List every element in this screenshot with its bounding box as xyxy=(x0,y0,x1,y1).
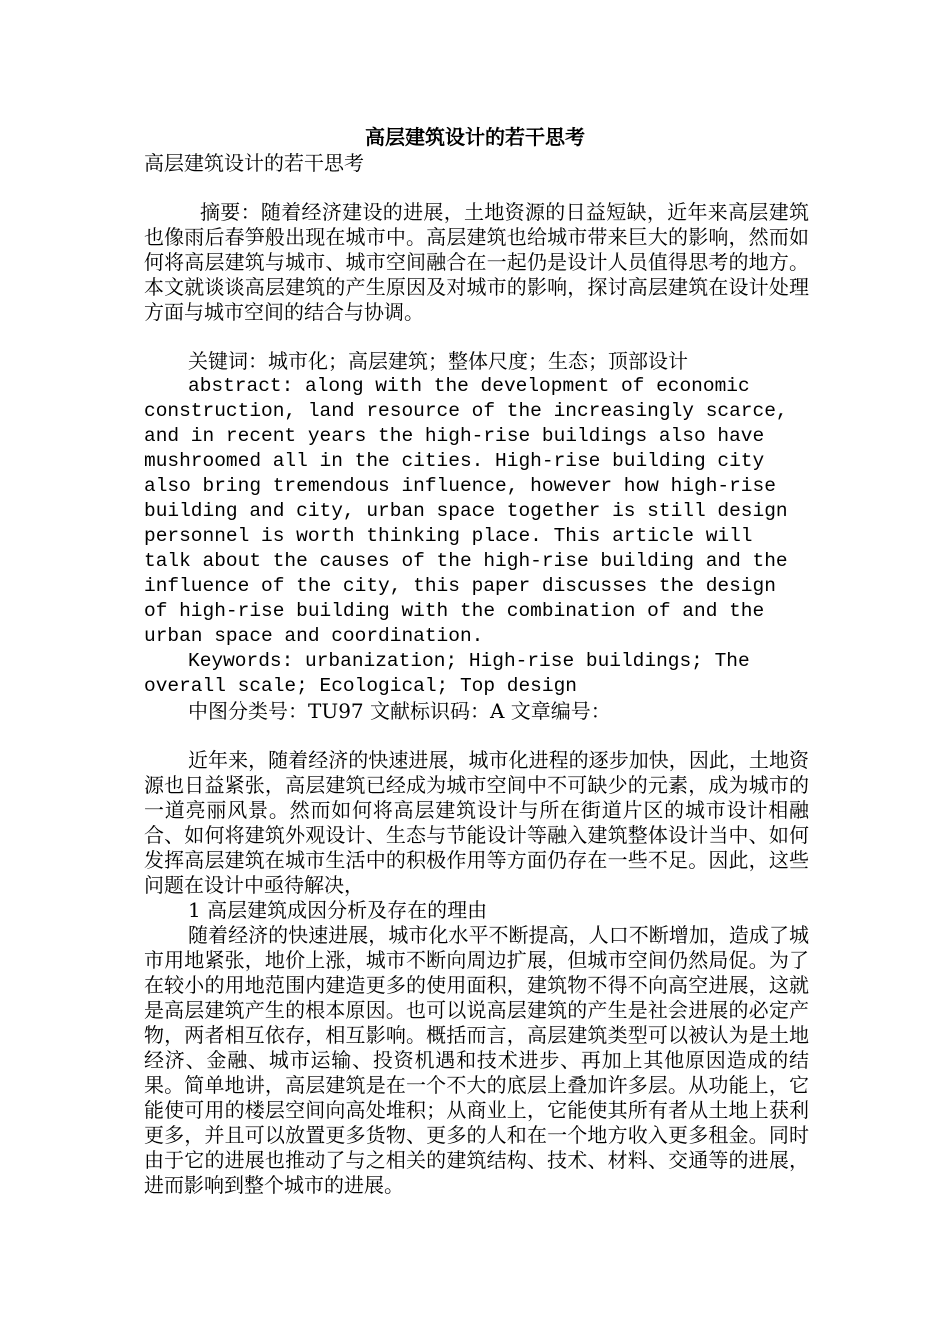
intro-paragraph: 近年来，随着经济的快速进展，城市化进程的逐步加快，因此，土地资源也日益紧张，高层建筑已经成为城市空间中不可缺少的元素，成为城市的一道亮丽风景。然而如何将高层建筑设计与所在街道片区的城市设计相融合、如何将建筑外观设计、生态与节能设计等融入建筑整体设计当中、如何发挥高层建筑在城市生活中的积极作用等方面仍存在一些不足。因此，这些问题在设计中亟待解决， xyxy=(144,748,809,897)
document-title: 高层建筑设计的若干思考 xyxy=(365,125,585,149)
abstract-chinese: 摘要：随着经济建设的进展，土地资源的日益短缺，近年来高层建筑也像雨后春笋般出现在城市中。高层建筑也给城市带来巨大的影响，然而如何将高层建筑与城市、城市空间融合在一起仍是设计人员值得思考的地方。本文就谈谈高层建筑的产生原因及对城市的影响，探讨高层建筑在设计处理方面与城市空间的结合与协调。 xyxy=(144,200,809,324)
keywords-english: Keywords: urbanization; High-rise buildings; The overall scale; Ecological; Top design xyxy=(144,650,750,697)
document-subtitle: 高层建筑设计的若干思考 xyxy=(144,151,364,175)
keywords-chinese: 关键词：城市化；高层建筑；整体尺度；生态；顶部设计 xyxy=(188,349,688,373)
abstract-english: abstract: along with the development of economic construction, land resource of the increasingly scarce, and in recent years the high-rise buildings also have mushroomed all in the cities. High-rise building city also bring tremendous influence, however how high-rise building and city, urban space together is still design personnel is worth thinking place. This article will talk about the causes of the high-rise building and the influence of the city, this paper discusses the design of high-rise building with the combination of and the urban space and coordination. xyxy=(144,375,788,647)
classification-line: 中图分类号：TU97 文献标识码：A 文章编号： xyxy=(188,699,611,723)
section-body-paragraph: 随着经济的快速进展，城市化水平不断提高，人口不断增加，造成了城市用地紧张，地价上涨，城市不断向周边扩展，但城市空间仍然局促。为了在较小的用地范围内建造更多的使用面积，建筑物不得不向高空进展，这就是高层建筑产生的根本原因。也可以说高层建筑的产生是社会进展的必定产物，两者相互依存，相互影响。概括而言，高层建筑类型可以被认为是土地经济、金融、城市运输、投资机遇和技术进步、再加上其他原因造成的结果。简单地讲，高层建筑是在一个不大的底层上叠加许多层。从功能上，它能使可用的楼层空间向高处堆积；从商业上，它能使其所有者从土地上获利更多，并且可以放置更多货物、更多的人和在一个地方收入更多租金。同时由于它的进展也推动了与之相关的建筑结构、技术、材料、交通等的进展，进而影响到整个城市的进展。 xyxy=(144,923,809,1197)
section-heading: 1 高层建筑成因分析及存在的理由 xyxy=(188,898,488,922)
